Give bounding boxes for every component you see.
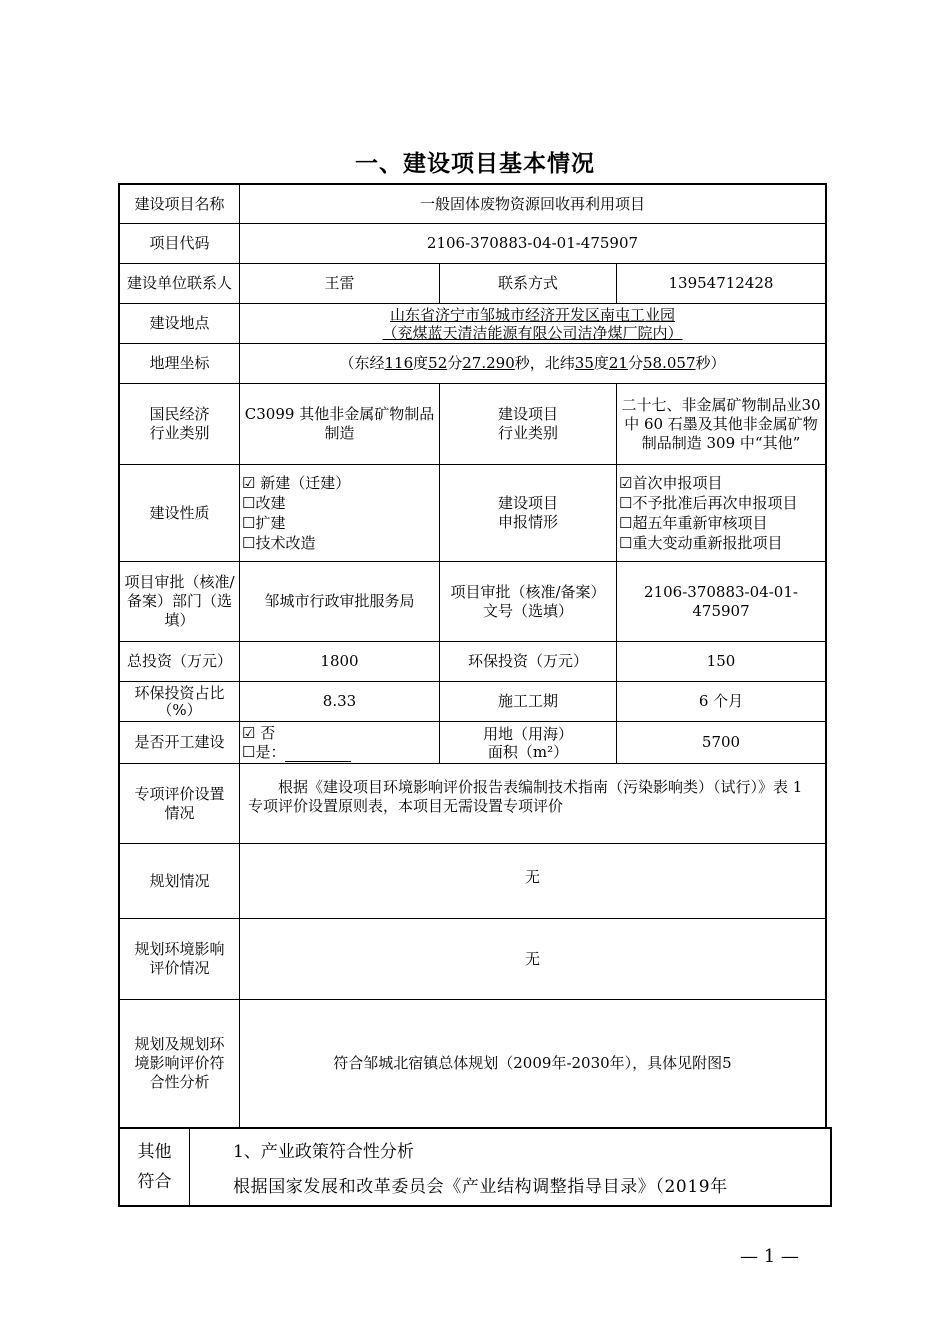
label-location: 建设地点: [149, 314, 210, 332]
value-location: [240, 304, 825, 343]
value-project-name: 一般固体废物资源回收再利用项目: [419, 194, 645, 213]
option-tech-upgrade[interactable]: ☐技术改造: [242, 534, 316, 552]
label-project-code: 项目代码: [149, 234, 210, 252]
label-project-name: 建设项目名称: [134, 194, 225, 213]
value-contact-person: 王雷: [324, 274, 355, 292]
option-not-started[interactable]: ☑ 否: [242, 723, 276, 742]
label-coordinates: 地理坐标: [149, 354, 210, 372]
other-conformity-line-2: 根据国家发展和改革委员会《产业结构调整指导目录》（2019年: [233, 1177, 728, 1197]
construction-nature-options: [240, 465, 439, 561]
option-rebuild[interactable]: ☐改建: [242, 494, 286, 512]
value-contact-phone: 13954712428: [668, 274, 774, 292]
label-construction-period: 施工工期: [497, 692, 558, 710]
label-planning: 规划情况: [149, 871, 210, 890]
location-line-1: 山东省济宁市邹城市经济开发区南屯工业园: [389, 305, 675, 324]
value-approval-department: 邹城市行政审批服务局: [264, 592, 415, 610]
page-title: 一、建设项目基本情况: [355, 151, 595, 177]
label-approval-number: 项目审批（核准/备案）文号（选填）: [450, 582, 606, 620]
value-national-industry: C3099 其他非金属矿物制品制造: [244, 405, 435, 442]
value-env-investment: 150: [706, 652, 736, 670]
option-started[interactable]: ☐是：: [242, 743, 351, 762]
label-land-area: 用地（用海） 面积（m²）: [482, 724, 573, 761]
value-conformity-analysis: 符合邹城北宿镇总体规划（2009年-2030年），具体见附图5: [333, 1054, 732, 1072]
page-number: — 1 —: [740, 1246, 799, 1267]
label-construction-started: 是否开工建设: [134, 733, 225, 751]
value-coordinates: （东经116度52分27.290秒，北纬35度21分58.057秒）: [339, 354, 726, 372]
value-total-investment: 1800: [320, 652, 359, 670]
option-first-declaration[interactable]: ☑首次申报项目: [619, 474, 723, 492]
value-planning: 无: [524, 867, 540, 886]
label-contact-phone: 联系方式: [497, 274, 558, 292]
label-total-investment: 总投资（万元）: [126, 652, 232, 670]
value-construction-period: 6 个月: [698, 692, 744, 710]
value-project-code: 2106-370883-04-01-475907: [426, 234, 639, 252]
label-declaration-status: 建设项目 申报情形: [497, 494, 558, 531]
label-special-evaluation: 专项评价设置情况: [134, 784, 225, 822]
value-project-industry: 二十七、非金属矿物制品业30 中 60 石墨及其他非金属矿物制品制造 309 中“其他”: [621, 395, 821, 452]
label-project-industry: 建设项目 行业类别: [497, 405, 558, 442]
value-planning-env: 无: [524, 949, 540, 968]
location-line-2: （兖煤蓝天清洁能源有限公司洁净煤厂院内）: [382, 323, 683, 342]
label-env-ratio: 环保投资占比（%）: [134, 683, 225, 719]
label-contact-person: 建设单位联系人: [126, 274, 232, 292]
label-approval-department: 项目审批（核准/备案）部门（选填）: [124, 573, 235, 629]
option-five-year-review[interactable]: ☐超五年重新审核项目: [619, 514, 768, 532]
value-land-area: 5700: [701, 733, 741, 751]
option-major-change[interactable]: ☐重大变动重新报批项目: [619, 534, 783, 552]
option-new-build[interactable]: ☑ 新建（迁建）: [242, 474, 351, 492]
option-redeclaration[interactable]: ☐不予批准后再次申报项目: [619, 494, 798, 512]
label-construction-nature: 建设性质: [149, 503, 210, 522]
label-national-industry: 国民经济 行业类别: [149, 405, 210, 442]
label-env-investment: 环保投资（万元）: [467, 652, 588, 670]
value-env-ratio: 8.33: [322, 692, 357, 710]
declaration-status-options: [617, 465, 825, 561]
label-conformity-analysis: 规划及规划环境影响评价符合性分析: [134, 1035, 225, 1091]
other-conformity-line-1: 1、产业政策符合性分析: [233, 1142, 414, 1162]
label-other-conformity: 其他 符合: [137, 1142, 172, 1192]
construction-started-options: [240, 722, 439, 763]
label-planning-env: 规划环境影响 评价情况: [134, 940, 225, 977]
option-expand[interactable]: ☐扩建: [242, 514, 286, 532]
value-approval-number: 2106-370883-04-01-475907: [644, 582, 798, 620]
value-special-evaluation: 根据《建设项目环境影响评价报告表编制技术指南（污染影响类）（试行）》表 1 专项评价设置原则表，本项目无需设置专项评价: [248, 778, 803, 815]
